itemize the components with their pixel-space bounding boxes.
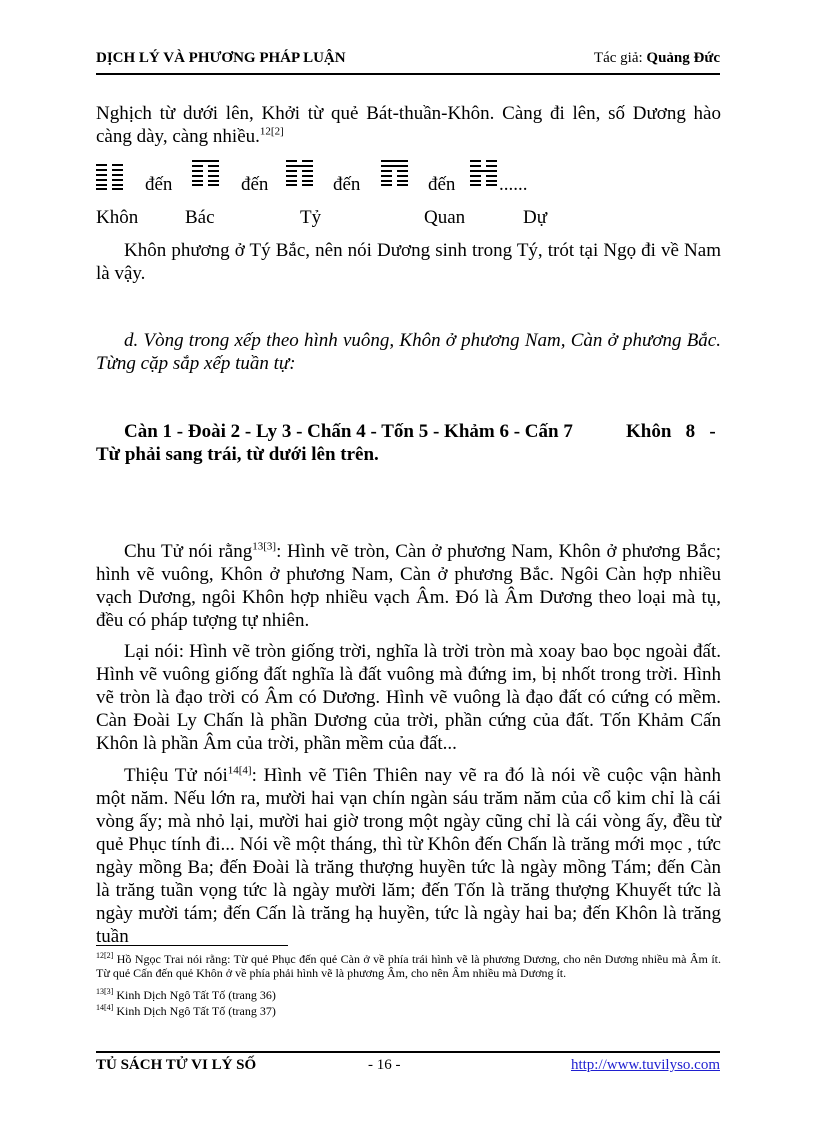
paragraph-6 [96,764,721,948]
hexagram-name-guan: Quan [424,207,466,228]
bold-direction-line: Từ phải sang trái, từ dưới lên trên. [96,444,379,465]
kun-hexagram-icon [96,164,123,190]
paragraph-6-lead: Thiệu Tử nói [124,765,228,786]
header-author-name: Quảng Đức [646,50,720,66]
header-author-label: Tác giả: [593,50,647,66]
yu-hexagram-icon [470,160,497,186]
paragraph-1 [96,102,721,148]
paragraph-4 [96,540,721,632]
bi-hexagram-icon [286,160,313,186]
hexagram-name-bo: Bác [185,207,215,228]
paragraph-6-body: : Hình vẽ Tiên Thiên nay vẽ ra đó là nói về cuộc vận hành một năm. Nếu lớn ra, mười hai vạn chín ngàn sáu trăm năm của cổ kim chỉ là cái vòng ấy; mà nhỏ lại, mười hai giờ trong một ngày cũng chỉ là cái vòng ấy, đều từ quẻ Phục tính đi... Nói về một tháng, thì từ Khôn đến Chấn là trăng mới mọc , tức ngày mồng Ba; đến Đoài là trăng thượng huyền tức là ngày mồng Tám; đến Càn là trăng tuần vọng tức là ngày mười lăm; đến Tốn là trăng thượng Khuyết tức là ngày mười tám; đến Cấn là trăng hạ huyền, tức là ngày hai ba; đến Khôn là trăng tuần [96,765,721,947]
footnote-12-mark: 12[2] [96,951,114,960]
connector-4: đến [428,174,456,195]
footnote-13 [96,988,721,1002]
paragraph-1-text: Nghịch từ dưới lên, Khởi từ quẻ Bát-thuần-Khôn. Càng đi lên, số Dương hào càng dày, càng nhiều. [96,103,721,147]
paragraph-4-lead: Chu Tử nói rằng [124,541,253,562]
footnote-14-mark: 14[4] [96,1003,114,1012]
guan-hexagram-icon [381,160,408,186]
paragraph-4-body: : Hình vẽ tròn, Càn ở phương Nam, Khôn ở phương Bắc; hình vẽ vuông, Khôn ở phương Nam, Càn ở phương Bắc. Ngôi Càn hợp nhiều vạch Dương, ngôi Khôn hợp nhiều vạch Âm. Đó là Âm Dương theo loại mà tụ, đều có pháp tượng tự nhiên. [96,541,721,631]
hexagram-name-kun: Khôn [96,207,139,228]
connector-3: đến [333,174,361,195]
footnote-rule [96,945,288,946]
paragraph-3: d. Vòng trong xếp theo hình vuông, Khôn ở phương Nam, Càn ở phương Bắc. Từng cặp sắp xếp tuần tự: [96,330,721,374]
footnote-ref-14: 14[4] [227,764,252,777]
footer-rule [96,1051,720,1053]
footnote-12-text: Hồ Ngọc Trai nói rằng: Từ quẻ Phục đến quẻ Càn ở về phía trái hình vẽ là phương Dương, cho nên Dương nhiều mà Âm ít. Từ quẻ Cấn đến quẻ Khôn ở về phía phải hình vẽ là phương Âm, cho nên Âm nhiều mà Dương ít. [96,952,721,980]
footer-title: TỦ SÁCH TỬ VI LÝ SỐ [96,1057,257,1073]
footnote-13-text: Kinh Dịch Ngô Tất Tố (trang 36) [113,988,276,1002]
header-rule [96,73,720,75]
header-author [594,50,720,67]
footnote-ref-12: 12[2] [259,125,284,138]
footer-link[interactable]: http://www.tuvilyso.com [570,1057,720,1073]
footnote-12 [96,952,721,980]
footnote-ref-13: 13[3] [252,540,277,553]
hexagram-name-yu: Dự [523,207,548,228]
page-number: - 16 - [368,1057,401,1073]
paragraph-2: Khôn phương ở Tý Bắc, nên nói Dương sinh trong Tý, trót tại Ngọ đi về Nam là vậy. [96,240,721,284]
connector-1: đến [145,174,173,195]
header-title: DỊCH LÝ VÀ PHƯƠNG PHÁP LUẬN [96,50,346,66]
connector-2: đến [241,174,269,195]
bo-hexagram-icon [192,160,219,186]
paragraph-5: Lại nói: Hình vẽ tròn giống trời, nghĩa là trời tròn mà xoay bao bọc ngoài đất. Hình vẽ vuông giống đất nghĩa là đất vuông mà đứng im, bị nhốt trong trời. Hình vẽ tròn là đạo trời có Âm có Dương. Hình vẽ vuông là đạo đất có cứng có mềm. Càn Đoài Ly Chấn là phần Dương của trời, phần cứng của đất. Tốn Khảm Cấn Khôn là phần Âm của trời, phần mềm của đất... [96,641,721,754]
ellipsis: ...... [499,174,528,195]
bold-sequence-end: Khôn 8 - [626,421,716,442]
footnote-14-text: Kinh Dịch Ngô Tất Tố (trang 37) [113,1004,276,1018]
bold-sequence-line: Càn 1 - Đoài 2 - Ly 3 - Chấn 4 - Tốn 5 - Khảm 6 - Cấn 7 [124,421,573,442]
hexagram-name-bi: Tỷ [300,207,322,228]
footnote-14 [96,1004,721,1018]
footnote-13-mark: 13[3] [96,987,114,996]
